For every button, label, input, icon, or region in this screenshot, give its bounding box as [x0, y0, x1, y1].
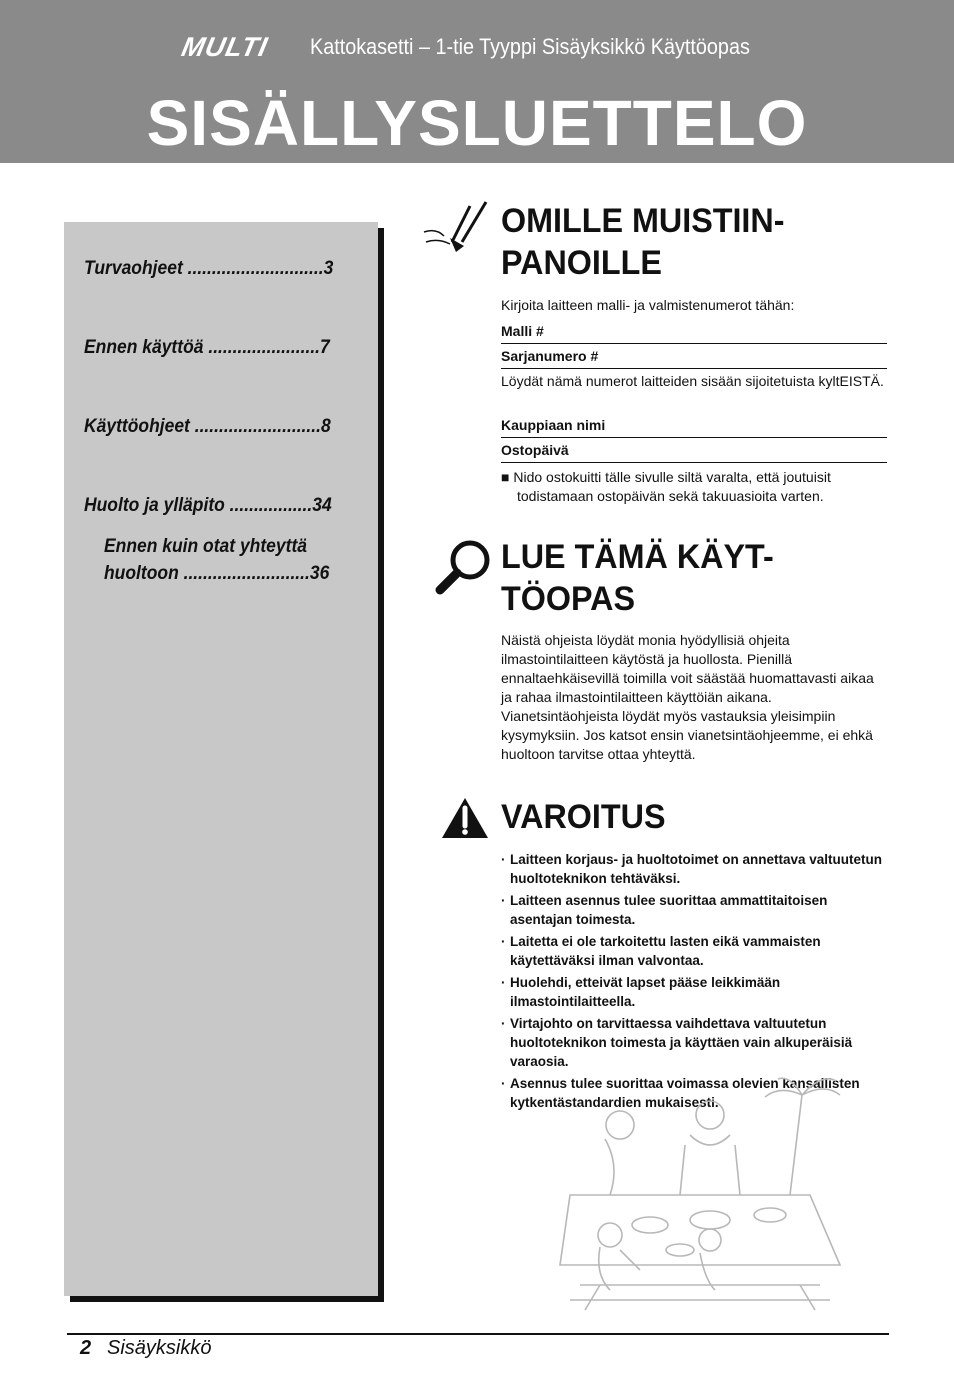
serial-number-field: Sarjanumero #: [501, 348, 887, 369]
dealer-name-field: Kauppiaan nimi: [501, 417, 887, 438]
manual-subtitle: Kattokasetti – 1-tie Tyyppi Sisäyksikkö Käyttöopas: [310, 34, 750, 59]
page-number: 2: [80, 1337, 92, 1359]
page-header: [0, 0, 954, 163]
read-heading-line2: TÖOPAS: [501, 580, 635, 618]
model-number-field: Malli #: [501, 323, 887, 344]
warning-triangle-icon: [440, 796, 490, 840]
magnifier-icon: [434, 538, 494, 596]
receipt-note: ■ Nido ostokuitti tälle sivulle siltä varalta, että joutuisit todistamaan ostopäivän sekä takuuasioita varten.: [501, 469, 831, 504]
notes-heading-line2: PANOILLE: [501, 244, 662, 282]
toc-entry-ennen-kuin-otat-yhteytta[interactable]: Ennen kuin otat yhteyttä huoltoon ..........................36: [104, 536, 330, 584]
warning-item: · Asennus tulee suorittaa voimassa olevien kansallisten kytkentästandardien mukaisesti.: [501, 1074, 891, 1112]
footer-rule: [67, 1333, 889, 1335]
toc-entry-ennen-kayttoa[interactable]: Ennen käyttöä .......................7: [84, 337, 330, 358]
read-body: Näistä ohjeista löydät monia hyödyllisiä ohjeita ilmastointilaitteen käytöstä ja huollosta. Pienillä ennaltaehkäisevillä toimilla voit säästää huomattavasti aikaa ja rahaa ilmastointilaitteen käyttöiän aikana. Vianetsintäohjeista löydät myös vastauksia yleisimpiin kysymyksiin. Jos katsot ensin vianetsintäohjeemme, ei ehkä huoltoon tarvitse ottaa yhteyttä.: [501, 632, 874, 762]
pen-icon: [422, 198, 492, 254]
notes-intro: Kirjoita laitteen malli- ja valmistenumerot tähän:: [501, 297, 795, 313]
brand-logo: MULTI: [178, 32, 271, 62]
purchase-date-field: Ostopäivä: [501, 442, 887, 463]
warning-item: · Laitetta ei ole tarkoitettu lasten eikä vammaisten käytettäväksi ilman valvontaa.: [501, 932, 891, 970]
warning-item: · Laitteen korjaus- ja huoltotoimet on annettava valtuutetun huoltoteknikon tehtäväksi.: [501, 850, 891, 888]
warning-item: · Laitteen asennus tulee suorittaa ammattitaitoisen asentajan toimesta.: [501, 891, 891, 929]
picnic-illustration: [540, 1075, 870, 1315]
toc-entry-turvaohjeet[interactable]: Turvaohjeet ............................3: [84, 258, 334, 279]
read-heading-line1: LUE TÄMÄ KÄYT-: [501, 538, 774, 576]
toc-entry-huolto[interactable]: Huolto ja ylläpito .................34: [84, 495, 332, 516]
warning-item: · Virtajohto on tarvittaessa vaihdettava valtuutetun huoltoteknikon toimesta ja käyttäen vain alkuperäisiä varaosia.: [501, 1014, 891, 1071]
warning-heading: VAROITUS: [501, 798, 666, 836]
page-title: SISÄLLYSLUETTELO: [146, 87, 808, 159]
footer-label: Sisäyksikkö: [107, 1337, 212, 1359]
warning-item: · Huolehdi, etteivät lapset pääse leikkimään ilmastointilaitteella.: [501, 973, 891, 1011]
notes-heading-line1: OMILLE MUISTIIN-: [501, 202, 785, 240]
table-of-contents: [64, 222, 378, 1296]
toc-entry-kayttoohjeet[interactable]: Käyttöohjeet ..........................8: [84, 416, 331, 437]
serial-hint: Löydät nämä numerot laitteiden sisään sijoitetuista kyltEISTÄ.: [501, 373, 884, 389]
